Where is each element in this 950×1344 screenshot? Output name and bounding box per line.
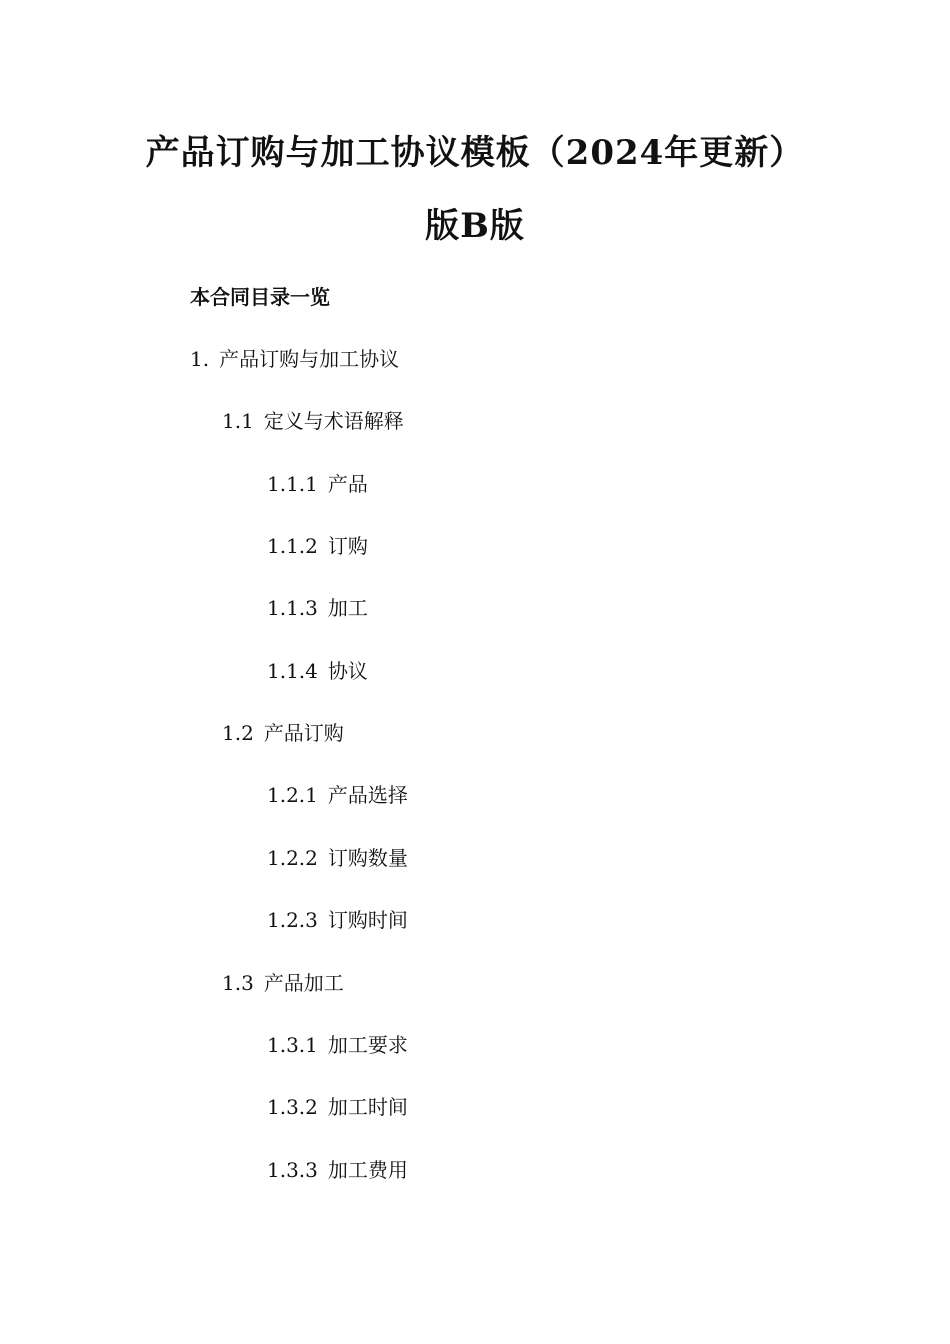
toc-item [267,1157,408,1183]
toc-item-number: 1. [190,347,210,371]
document-subtitle: 版B版 [425,206,525,246]
toc-item-number: 1.1 [222,409,254,433]
toc-item-number: 1.1.3 [267,596,318,620]
toc-item [267,907,408,933]
toc-item [222,408,404,434]
toc-item-text: 加工费用 [327,1158,408,1182]
toc-item [267,1094,408,1120]
toc-item [267,658,368,684]
toc-item-text: 产品订购与加工协议 [219,347,400,371]
toc-item [267,533,368,559]
toc-item-text: 加工时间 [327,1095,408,1119]
toc-item [190,346,399,372]
toc-item [267,471,368,497]
toc-item-text: 定义与术语解释 [263,409,404,433]
toc-item-number: 1.2.1 [267,783,318,807]
toc-item-number: 1.3.1 [267,1033,318,1057]
toc-item-text: 订购 [327,534,368,558]
toc-item [267,782,408,808]
toc-item-number: 1.2.3 [267,908,318,932]
toc-item-text: 产品 [327,472,368,496]
toc-item-number: 1.3 [222,971,254,995]
toc-item-number: 1.1.2 [267,534,318,558]
toc-item-text: 订购时间 [327,908,408,932]
toc-item-number: 1.1.4 [267,659,318,683]
toc-item-text: 协议 [327,659,368,683]
toc-item-text: 加工要求 [327,1033,408,1057]
toc-item-number: 1.3.3 [267,1158,318,1182]
toc-item-text: 订购数量 [327,846,408,870]
toc-item-text: 加工 [327,596,368,620]
toc-item [267,845,408,871]
toc-item-number: 1.2 [222,721,254,745]
toc-item [267,595,368,621]
toc-item-number: 1.2.2 [267,846,318,870]
toc-item [267,1032,408,1058]
toc-item-number: 1.3.2 [267,1095,318,1119]
toc-item-number: 1.1.1 [267,472,318,496]
toc-item [222,970,344,996]
toc-item-text: 产品选择 [327,783,408,807]
toc-item-text: 产品订购 [263,721,344,745]
toc-heading: 本合同目录一览 [190,285,330,309]
document-title: 产品订购与加工协议模板（2024年更新） [145,133,805,173]
toc-item [222,720,344,746]
toc-item-text: 产品加工 [263,971,344,995]
